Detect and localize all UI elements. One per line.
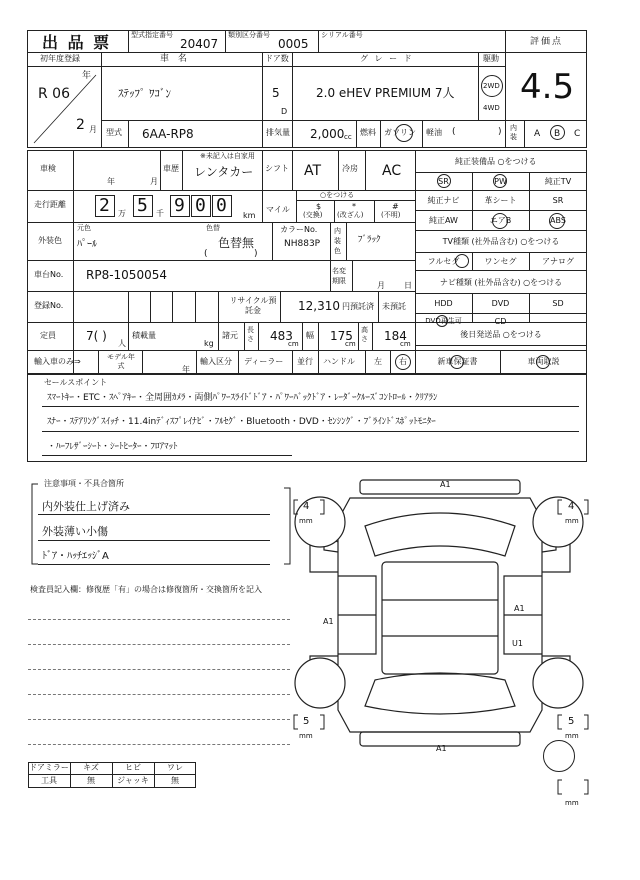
navi-dvdplay: DVD再生可 [425, 317, 462, 325]
recycle-value: 12,310 [298, 299, 340, 313]
orig-color-value: ﾊﾟｰﾙ [77, 239, 97, 250]
chassis-value: RP8-1050054 [86, 268, 167, 282]
color-change-label: 色替 [206, 224, 220, 232]
inspection-month-unit: 月 [150, 177, 158, 186]
grade-label: グ レ ー ド [360, 54, 414, 63]
equip-navi: 純正ナビ [427, 196, 460, 205]
drive-4wd: 4WD [483, 104, 500, 112]
tools-tool-value: 無 [87, 776, 95, 785]
type-no-value: 20407 [180, 37, 219, 51]
swap-symbol: $ [316, 202, 322, 211]
sales-line-3: ・ﾊｰﾌﾚｻﾞｰｼｰﾄ・ｼｰﾄﾋｰﾀｰ・ﾌﾛｱﾏｯﾄ [47, 442, 178, 452]
color-change-bracket-open: ( [204, 249, 208, 259]
displacement-value: 2,000 [310, 127, 345, 141]
height-value: 184 [384, 329, 407, 343]
equip-aw: 純正AW [429, 216, 458, 225]
name-change-month: 月 [377, 281, 385, 290]
capacity-person: 人 [118, 339, 126, 348]
class-no-value: 0005 [278, 37, 309, 51]
fuel-label: 燃料 [360, 128, 376, 137]
mileage-sen: 千 [156, 209, 164, 218]
mileage-digit-3: 9 [174, 195, 185, 216]
first-reg-label: 初年度登録 [40, 54, 80, 63]
reg-month: 2 [76, 117, 85, 133]
mileage-digit-2: 5 [137, 195, 148, 216]
note-line-3: ﾄﾞｱ・ﾊｯﾁｴｯｼﾞA [42, 551, 109, 562]
score-label: 評価点 [530, 37, 564, 47]
ac-value: AC [382, 163, 402, 179]
tread-rear-right-mm: mm [565, 732, 579, 740]
tv-fullseg: フルセグ [427, 257, 460, 266]
inspector-label: 検査員記入欄：修復歴「有」の場合は修復箇所・交換箇所を記入 [30, 585, 262, 594]
tools-header-break: ワレ [167, 763, 183, 772]
year-unit: 年 [82, 71, 92, 81]
note-line-2: 外装薄い小傷 [42, 525, 108, 538]
mileage-digit-5: 0 [216, 195, 227, 216]
tread-rear-left-mm: mm [299, 732, 313, 740]
tools-jack-label: ジャッキ [117, 776, 149, 785]
era-year: R 06 [38, 86, 70, 102]
history-label: 車歴 [163, 164, 179, 173]
mileage-digit-1: 2 [99, 195, 110, 216]
history-note: ※未記入は自家用 [200, 152, 255, 160]
notes-label: 注意事項・不具合箇所 [44, 479, 124, 488]
later-warranty: 新車保証書 [437, 357, 478, 366]
model-label: 型式 [106, 128, 122, 137]
equip-sr: SR [438, 177, 449, 186]
equip-leather: 革シート [484, 196, 517, 205]
tread-rear-left: 5 [303, 716, 310, 727]
mileage-label: 走行距離 [34, 200, 66, 209]
load-label: 積載量 [132, 331, 156, 340]
doors-suffix: D [281, 107, 288, 116]
length-label: 長さ [247, 326, 254, 343]
orig-color-label: 元色 [77, 224, 91, 232]
std-equip-title: 純正装備品 ○をつける [455, 157, 537, 166]
model-value: 6AA-RP8 [142, 127, 194, 141]
length-value: 483 [270, 329, 293, 343]
mileage-digit-4: 0 [195, 195, 206, 216]
ac-label: 冷房 [342, 164, 358, 173]
color-change-value: 色替無 [218, 236, 255, 250]
import-label: 輸入車のみ⇒ [34, 357, 81, 366]
import-dealer: ディーラー [244, 357, 284, 366]
car-name-label: 車 名 [160, 54, 190, 64]
car-diagram [290, 470, 630, 810]
fuel-bracket-open: ( [452, 127, 456, 137]
recycle-label: リサイクル預託金 [229, 296, 277, 315]
damage-mark-left-side: A1 [323, 617, 334, 626]
capacity-value: 7( ) [86, 329, 107, 343]
tamper-symbol: * [352, 202, 356, 211]
import-parallel: 並行 [297, 357, 313, 366]
chassis-label: 車台No. [34, 270, 64, 279]
damage-mark-front-bumper: A1 [440, 480, 451, 489]
interior-label: 内装 [510, 124, 517, 141]
load-kg: kg [204, 339, 214, 348]
name-change-day: 日 [404, 281, 412, 290]
unknown-symbol: # [392, 202, 399, 211]
shift-value: AT [304, 163, 322, 179]
length-cm: cm [288, 340, 299, 348]
tv-analog: アナログ [542, 257, 574, 266]
import-class-label: 輸入区分 [200, 357, 232, 366]
navi-sd: SD [552, 299, 564, 308]
spare-tire [543, 740, 575, 772]
form-title: 出 品 票 [42, 33, 112, 52]
interior-b: B [554, 129, 561, 139]
serial-label: シリアル番号 [321, 31, 363, 39]
tools-header-mirror: ドアミラー [29, 763, 69, 772]
inspection-label: 車検 [40, 164, 56, 173]
equip-sr2: SR [552, 196, 564, 205]
sales-line-2: ｽﾅｰ・ｽﾃｱﾘﾝｸﾞｽｲｯﾁ・11.4inﾃﾞｨｽﾌﾟﾚｲﾅﾋﾞ・ﾌﾙｾｸﾞ・Bluetooth・DVD・ｾﾝｼﾝｸﾞ・ﾌﾞﾗｲﾝﾄﾞｽﾎﾟｯﾄﾓﾆﾀｰ [47, 417, 436, 427]
regno-label: 登録No. [34, 301, 64, 310]
mileage-km: km [243, 211, 256, 220]
reg-diagonal [28, 67, 101, 147]
tools-header-scratch: キズ [83, 763, 99, 772]
swap-text: (交換) [303, 211, 323, 219]
tv-title: TV種類 (社外品含む) ○をつける [442, 237, 560, 246]
color-change-bracket-close: ) [254, 249, 258, 259]
note-line-1: 内外装仕上げ済み [42, 500, 130, 513]
tools-jack-value: 無 [171, 776, 179, 785]
handle-right: 右 [399, 357, 407, 366]
dims-label: 諸元 [222, 331, 238, 340]
width-value: 175 [330, 329, 353, 343]
cc-unit: cc [344, 133, 352, 141]
color-no-label: カラーNo. [280, 225, 318, 234]
interior-a: A [534, 129, 541, 139]
height-label: 高さ [361, 326, 368, 343]
handle-label: ハンドル [323, 357, 355, 366]
damage-mark-rear-bumper: A1 [436, 744, 447, 753]
month-unit: 月 [89, 125, 97, 134]
car-name: ｽﾃｯﾌﾟ ﾜｺﾞﾝ [118, 87, 171, 100]
height-cm: cm [400, 340, 411, 348]
navi-title: ナビ種類 (社外品含む) ○をつける [439, 278, 563, 287]
unknown-text: (不明) [381, 211, 401, 219]
tread-rear-right: 5 [568, 716, 575, 727]
shift-label: シフト [265, 164, 289, 173]
score-value: 4.5 [520, 67, 575, 107]
color-no-value: NH883P [284, 239, 321, 249]
capacity-label: 定員 [40, 331, 56, 340]
navi-hdd: HDD [434, 299, 453, 308]
mile-circle-note: ○をつける [320, 191, 355, 199]
mile-label: マイル [266, 205, 290, 214]
spare-tread-mm: mm [565, 799, 579, 807]
mileage-man: 万 [118, 209, 126, 218]
width-cm: cm [345, 340, 356, 348]
navi-cd: CD [494, 317, 507, 326]
int-color-label: 内装色 [334, 227, 341, 255]
int-color-value: ﾌﾞﾗｯｸ [358, 235, 381, 245]
recycle-unit: 円預託済 [342, 302, 374, 311]
inspection-year-unit: 年 [107, 177, 115, 186]
navi-dvd: DVD [491, 299, 510, 308]
drive-2wd: 2WD [483, 82, 500, 90]
type-no-label: 型式指定番号 [131, 31, 173, 39]
damage-mark-right-door: A1 [514, 604, 525, 613]
handle-left: 左 [374, 357, 382, 366]
name-change-label: 名変期限 [332, 267, 346, 285]
sales-label: セールスポイント [44, 378, 108, 387]
ext-color-label: 外装色 [38, 236, 62, 245]
drive-label: 駆動 [483, 54, 499, 63]
equip-abs: ABS [550, 216, 566, 225]
later-manual: 車両取説 [527, 357, 560, 366]
doors-label: ドア数 [265, 54, 289, 63]
equip-pw: PW [494, 177, 507, 186]
model-year-label: モデル年式 [107, 353, 135, 370]
fuel-bracket-close: ) [498, 127, 502, 137]
tread-front-right: 4 [568, 501, 575, 512]
tread-front-right-mm: mm [565, 517, 579, 525]
fuel-light-oil: 軽油 [426, 128, 442, 137]
equip-airbag: エアB [489, 216, 512, 225]
recycle-status: 未預託 [382, 302, 406, 311]
later-title: 後日発送品 ○をつける [460, 330, 542, 339]
doors-value: 5 [272, 86, 280, 100]
tread-front-left: 4 [303, 501, 310, 512]
tread-front-left-mm: mm [299, 517, 313, 525]
interior-c: C [574, 129, 581, 139]
tools-header-crack: ヒビ [125, 763, 141, 772]
sales-line-1: ｽﾏｰﾄｷｰ・ETC・ｽﾍﾟｱｷｰ・全周囲ｶﾒﾗ・両側ﾊﾟﾜｰｽﾗｲﾄﾞﾄﾞｱ・ﾊﾟﾜｰﾊﾞｯｸﾄﾞｱ・ﾚｰﾀﾞｰｸﾙｰｽﾞｺﾝﾄﾛｰﾙ・ｸﾘｱﾗﾝ [47, 393, 438, 403]
width-label: 幅 [306, 331, 314, 340]
fuel-gasoline: ガソリン [384, 128, 416, 137]
tools-tool-label: 工具 [41, 776, 57, 785]
model-year-unit: 年 [182, 365, 190, 374]
grade-value: 2.0 eHEV PREMIUM 7人 [316, 86, 455, 100]
history-value: レンタカー [194, 165, 254, 179]
class-no-label: 類別区分番号 [228, 31, 270, 39]
equip-tv: 純正TV [544, 177, 572, 186]
tv-oneseg: ワンセグ [484, 257, 517, 266]
tamper-text: (改ざん) [337, 211, 364, 219]
displacement-label: 排気量 [266, 128, 290, 137]
damage-mark-right-rear: U1 [512, 639, 523, 648]
